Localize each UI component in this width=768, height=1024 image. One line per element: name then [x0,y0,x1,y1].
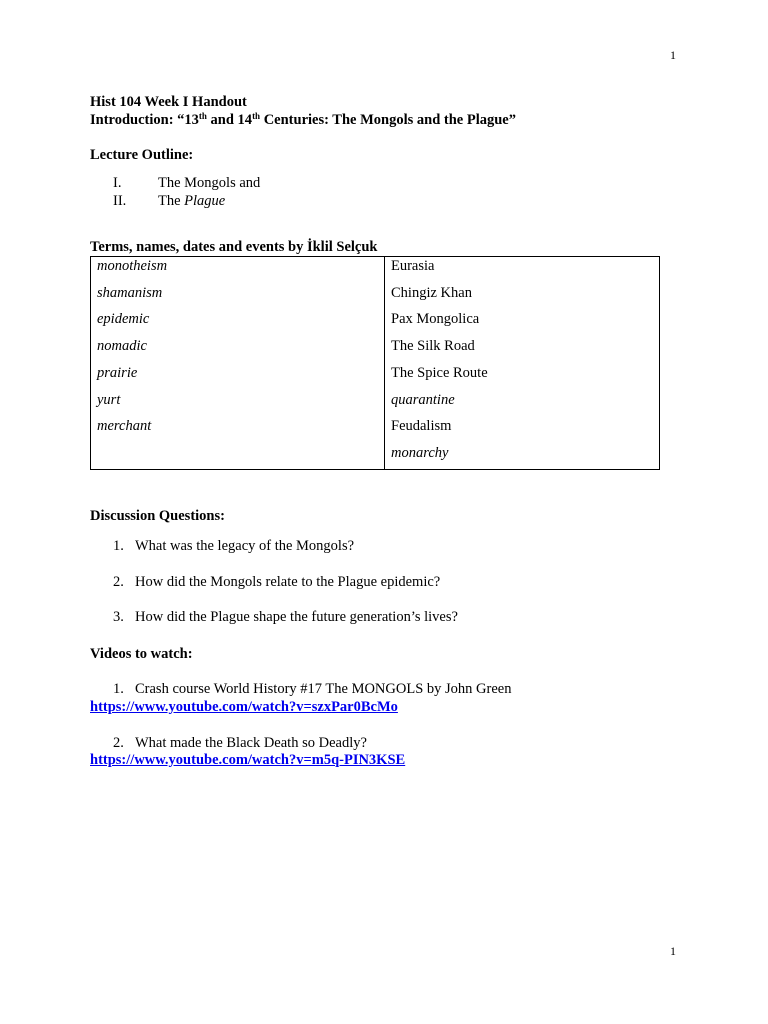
page-number-footer: 1 [670,944,676,958]
term-right-cell: The Spice Route [391,365,488,381]
outline-item-2-number: II. [113,193,127,209]
term-right-cell: Pax Mongolica [391,311,480,327]
outline-item-2-text [158,193,225,210]
term-left-cell: yurt [97,392,121,408]
video-link-2[interactable]: https://www.youtube.com/watch?v=m5q-PIN3KSE [90,752,406,768]
subtitle-sup-1: th [198,111,207,121]
subtitle-part-1: Introduction: “13 [90,112,199,128]
term-right-cell: quarantine [391,392,455,408]
term-right-cell: Chingiz Khan [391,285,472,301]
video-item-title: Crash course World History #17 The MONGOLS by John Green [135,681,512,697]
outline-item-1-number: I. [113,175,122,191]
video-item-number: 2. [113,735,124,751]
outline-item-1-label: The Mongols and [158,175,261,191]
terms-heading: Terms, names, dates and events by İklil Selçuk [90,239,378,255]
outline-item-2-italic: Plague [184,193,226,209]
handout-title: Hist 104 Week I Handout [90,94,247,110]
term-right-cell: monarchy [391,445,449,461]
handout-subtitle [90,112,516,129]
term-left-cell: prairie [97,365,138,381]
discussion-item-text: How did the Mongols relate to the Plague epidemic? [135,574,441,590]
term-left-cell: epidemic [97,311,150,327]
discussion-item-number: 2. [113,574,124,590]
table-column-divider [384,257,385,469]
video-item-title: What made the Black Death so Deadly? [135,735,367,751]
term-left-cell: nomadic [97,338,147,354]
video-item-number: 1. [113,681,124,697]
term-right-cell: Eurasia [391,258,435,274]
term-left-cell: merchant [97,418,152,434]
subtitle-part-3: Centuries: The Mongols and the Plague” [260,112,516,128]
discussion-item-text: What was the legacy of the Mongols? [135,538,355,554]
discussion-heading: Discussion Questions: [90,508,225,524]
outline-item-2-label: The [158,193,185,209]
terms-table [90,256,660,470]
term-right-cell: Feudalism [391,418,452,434]
video-link-2-wrap [90,752,405,769]
discussion-item-number: 1. [113,538,124,554]
videos-heading: Videos to watch: [90,646,193,662]
discussion-item-number: 3. [113,609,124,625]
outline-item-1-text [158,175,260,192]
subtitle-sup-2: th [252,111,261,121]
discussion-item-text: How did the Plague shape the future generation’s lives? [135,609,458,625]
video-link-1-wrap [90,699,398,716]
page-number-header: 1 [670,48,676,62]
subtitle-part-2: and 14 [206,112,253,128]
term-right-cell: The Silk Road [391,338,475,354]
lecture-outline-heading: Lecture Outline: [90,147,194,163]
term-left-cell: monotheism [97,258,168,274]
term-left-cell: shamanism [97,285,163,301]
video-link-1[interactable]: https://www.youtube.com/watch?v=szxPar0BcMo [90,699,398,715]
